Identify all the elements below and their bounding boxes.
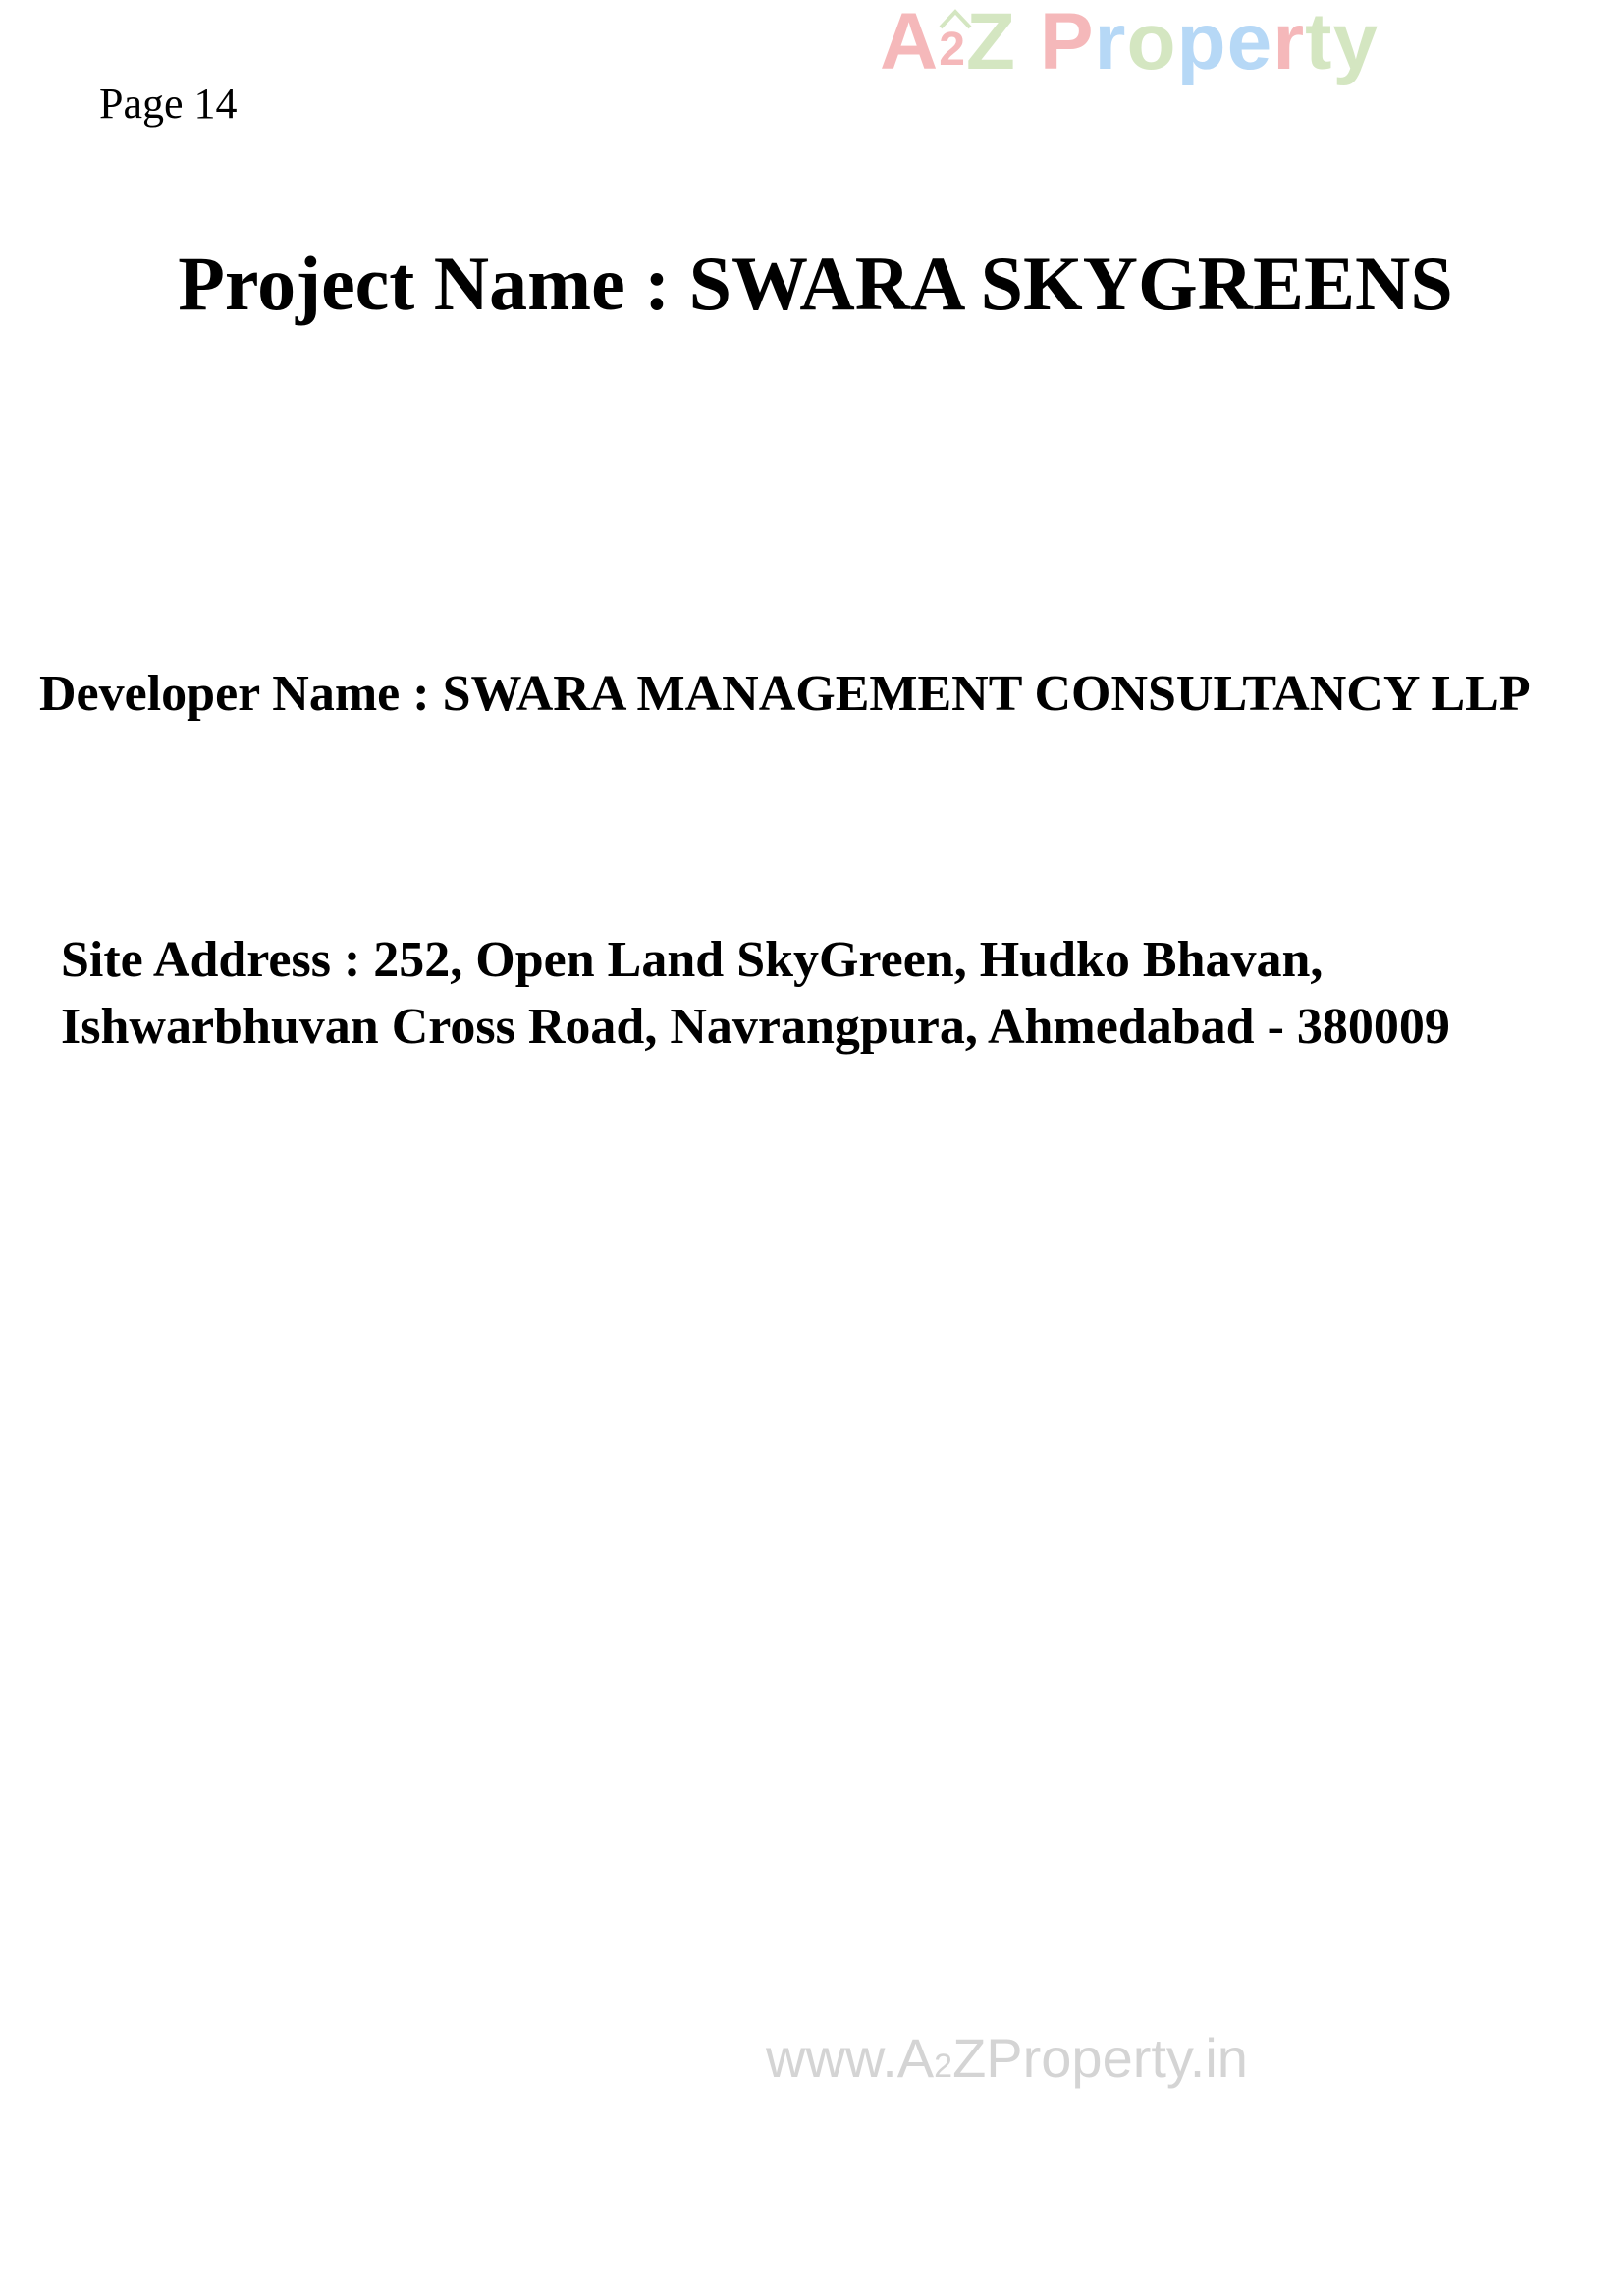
site-address-line-1: Site Address : 252, Open Land SkyGreen, Hudko Bhavan, — [61, 932, 1324, 988]
a2z-property-url-watermark: www.A2ZProperty.in — [766, 2027, 1248, 2089]
site-address — [61, 927, 1450, 1061]
project-name-heading: Project Name : SWARA SKYGREENS — [178, 241, 1453, 326]
page-number: Page 14 — [99, 80, 238, 128]
site-address-line-2: Ishwarbhuvan Cross Road, Navrangpura, Ahmedabad - 380009 — [61, 999, 1450, 1055]
developer-name: Developer Name : SWARA MANAGEMENT CONSULTANCY LLP — [39, 666, 1531, 722]
a2z-property-watermark-logo: A2Z Property — [880, 0, 1380, 86]
